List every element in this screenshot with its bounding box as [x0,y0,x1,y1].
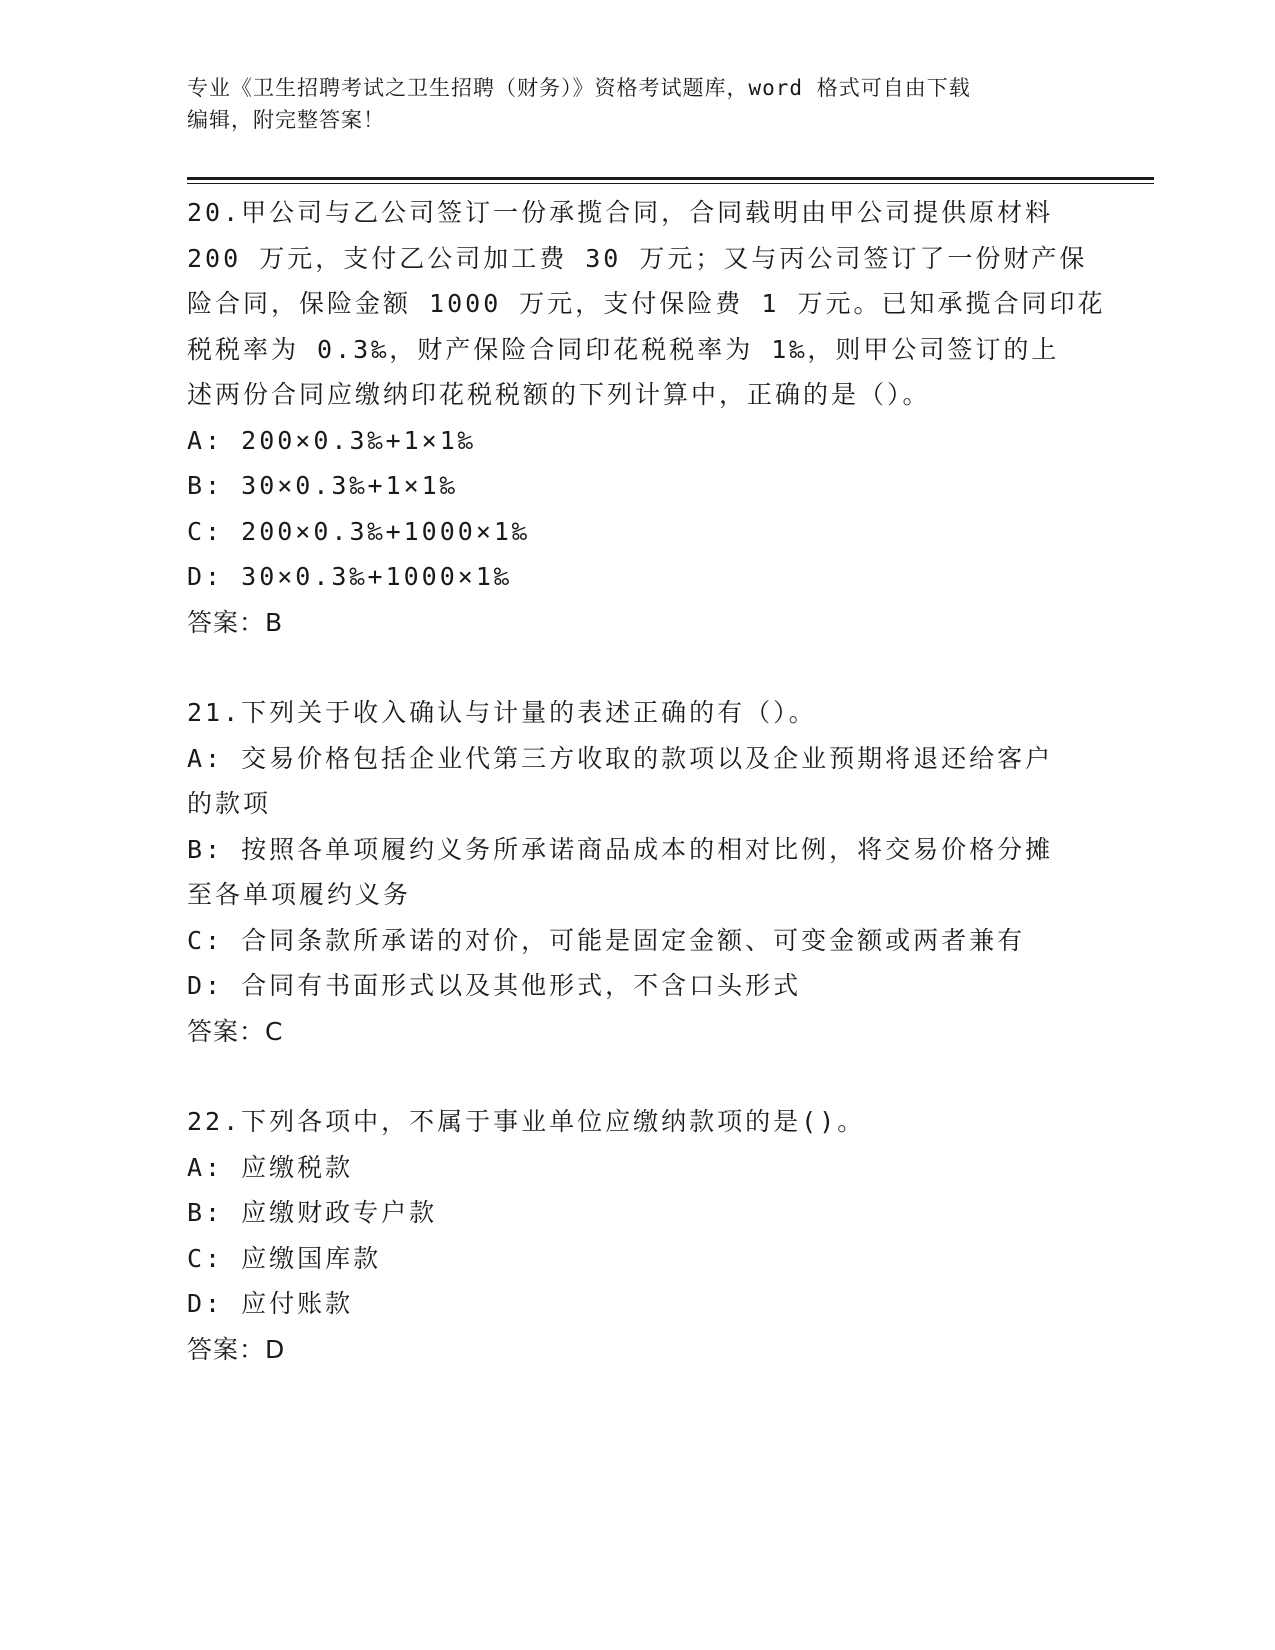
question-stem-line: 险合同，保险金额 1000 万元，支付保险费 1 万元。已知承揽合同印花 [187,289,1106,318]
option-a: A: 应缴税款 [187,1152,354,1182]
option-d: D: 应付账款 [187,1289,354,1318]
option-c: C: 合同条款所承诺的对价，可能是固定金额、可变金额或两者兼有 [187,925,1026,955]
option-d: D: 30×0.3‰+1000×1‰ [187,562,512,591]
answer-label: 答案：D [187,1334,286,1364]
option-a-continued: 的款项 [187,789,272,818]
question-22 [187,1099,1087,1372]
header-line-2: 编辑，附完整答案！ [187,108,385,132]
question-list [187,190,1106,1417]
header-divider-thick [187,177,1154,180]
option-d: D: 合同有书面形式以及其他形式，不含口头形式 [187,971,802,1000]
option-a: A: 交易价格包括企业代第三方收取的款项以及企业预期将退还给客户 [187,743,1054,773]
option-c: C: 应缴国库款 [187,1243,382,1273]
option-b: B: 30×0.3‰+1×1‰ [187,471,458,500]
option-b: B: 按照各单项履约义务所承诺商品成本的相对比例，将交易价格分摊 [187,834,1054,864]
header-divider-thin [187,183,1154,184]
document-header [187,72,1087,136]
option-b: B: 应缴财政专户款 [187,1198,438,1227]
question-20 [187,190,1106,645]
question-stem-line: 200 万元，支付乙公司加工费 30 万元；又与丙公司签订了一份财产保 [187,243,1088,273]
option-a: A: 200×0.3‰+1×1‰ [187,425,476,455]
question-stem-line: 22.下列各项中，不属于事业单位应缴纳款项的是()。 [187,1107,866,1136]
answer-label: 答案：C [187,1016,284,1046]
question-stem-line: 20.甲公司与乙公司签订一份承揽合同，合同载明由甲公司提供原材料 [187,198,1054,227]
option-b-continued: 至各单项履约义务 [187,880,412,909]
question-stem-line: 述两份合同应缴纳印花税税额的下列计算中，正确的是（）。 [187,380,931,409]
header-line-1: 专业《卫生招聘考试之卫生招聘（财务）》资格考试题库，word 格式可自由下载 [187,76,971,100]
option-c: C: 200×0.3‰+1000×1‰ [187,516,530,546]
question-21 [187,690,1087,1054]
question-stem-line: 税税率为 0.3‰，财产保险合同印花税税率为 1‰，则甲公司签订的上 [187,334,1060,364]
question-stem-line: 21.下列关于收入确认与计量的表述正确的有（）。 [187,698,817,727]
answer-label: 答案：B [187,607,284,637]
